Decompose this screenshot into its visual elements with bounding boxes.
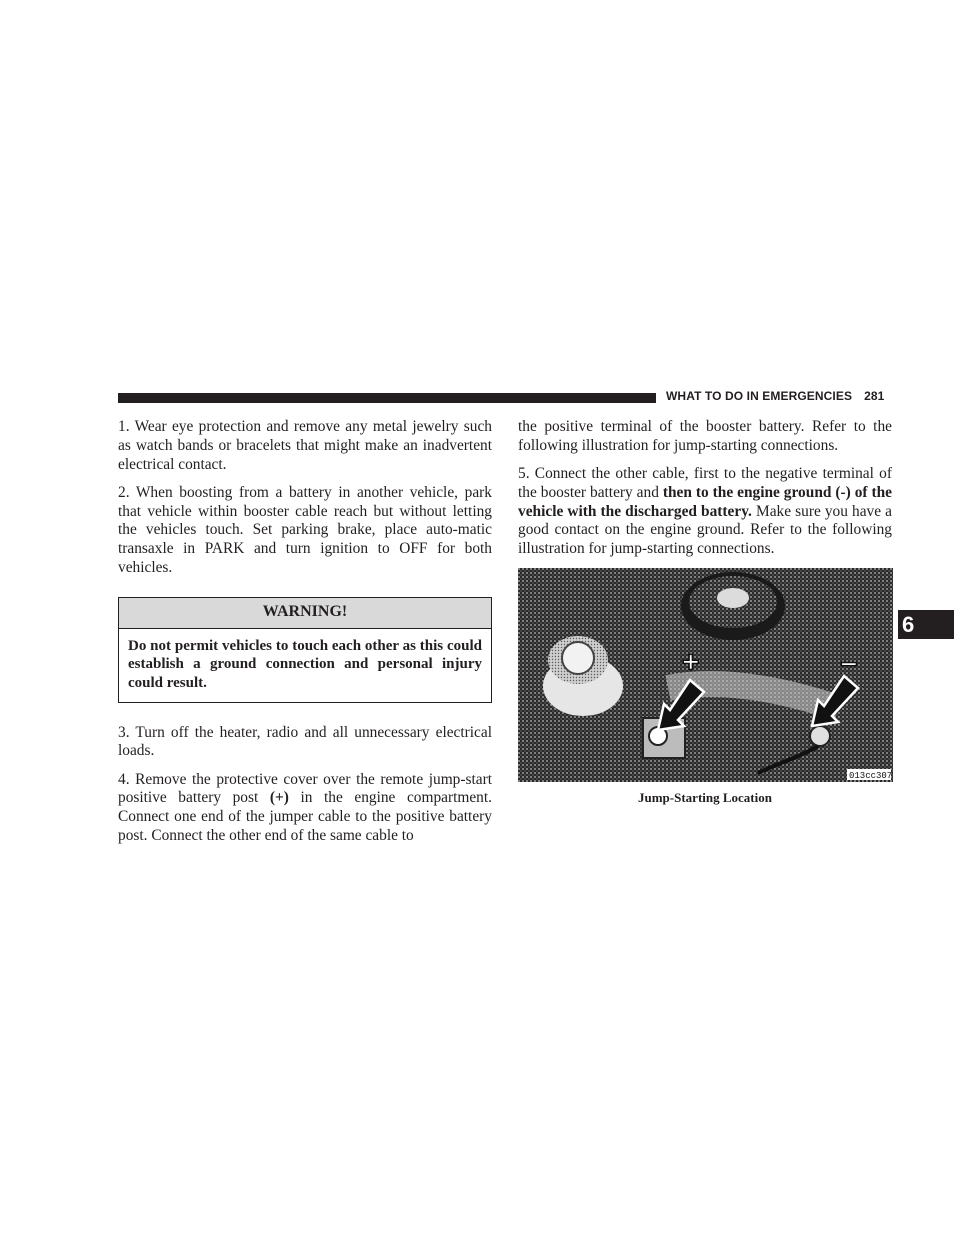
- running-header: [666, 389, 884, 403]
- jump-starting-illustration: [518, 568, 893, 782]
- warning-body: Do not permit vehicles to touch each other as this could establish a ground connection and personal injury could result.: [128, 637, 482, 691]
- step-5-text: [518, 465, 892, 559]
- warning-title: WARNING!: [119, 598, 491, 629]
- figure-caption: Jump-Starting Location: [638, 790, 772, 806]
- step-5-part1: 5. Connect the other cable, first to the negative terminal of the booster battery and: [518, 464, 892, 501]
- right-column: [518, 418, 892, 808]
- step-4-text: [118, 771, 492, 846]
- step-4-part2: in the engine compartment. Connect one end of the jumper cable to the positive battery post. Connect the other end of the same cable to: [118, 789, 492, 844]
- chapter-tab: 6: [898, 610, 954, 639]
- step-3-text: 3. Turn off the heater, radio and all unnecessary electrical loads.: [118, 723, 492, 760]
- page-number: 281: [864, 389, 885, 403]
- step-4-part1: 4. Remove the protective cover over the remote jump-start positive battery post: [118, 770, 492, 807]
- step-5-part2: Make sure you have a good contact on the engine ground. Refer to the following illustration for jump-starting connections.: [518, 502, 892, 558]
- plus-symbol: +: [682, 646, 700, 680]
- step-1-text: 1. Wear eye protection and remove any metal jewelry such as watch bands or bracelets that might make an inadvertent electrical contact.: [118, 418, 492, 473]
- step-4-bold: (+): [269, 789, 289, 807]
- minus-symbol: −: [840, 648, 858, 682]
- engine-bay-drawing: [518, 568, 893, 782]
- step-2-text: 2. When boosting from a battery in another vehicle, park that vehicle within booster cable reach but without letting the vehicles touch. Set parking brake, place auto-matic transaxle in PARK and turn ignition to OFF for both vehicles.: [118, 483, 492, 576]
- warning-box: [118, 597, 492, 703]
- left-column: [118, 418, 492, 855]
- step-5-bold: then to the engine ground (-) of the vehicle with the discharged battery.: [518, 483, 892, 520]
- step-4-continued-text: the positive terminal of the booster battery. Refer to the following illustration for jump-starting connections.: [518, 418, 892, 454]
- header-rule: [118, 393, 656, 403]
- image-code: 013cc307: [849, 771, 893, 782]
- section-title: WHAT TO DO IN EMERGENCIES: [666, 389, 853, 403]
